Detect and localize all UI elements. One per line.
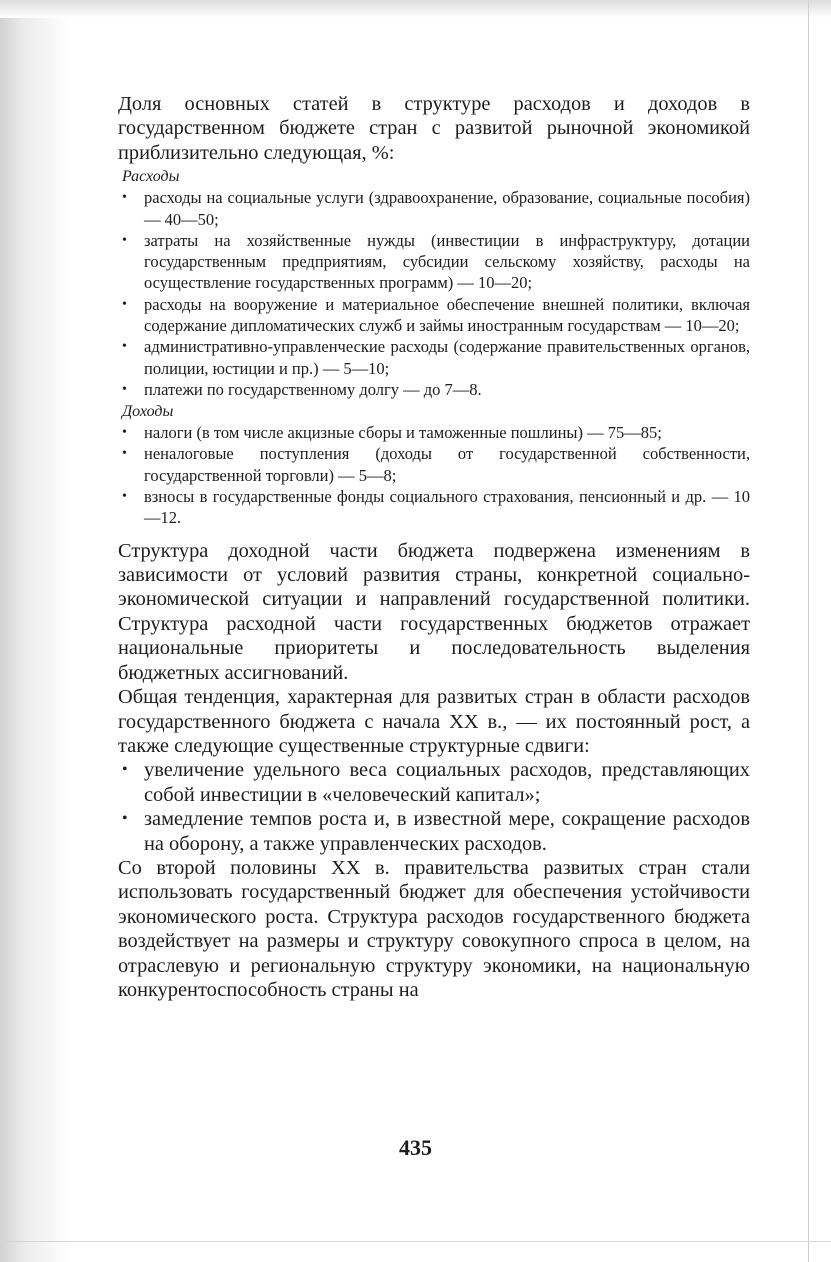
- scan-shadow-left: [0, 0, 70, 1262]
- bullet-icon: •: [122, 489, 127, 505]
- list-item: • административно-управленческие расходы (содержание правительственных органов, полиции, юстиции и пр.) — 5—10;: [122, 337, 750, 378]
- bullet-icon: •: [122, 339, 127, 355]
- list-item: • платежи по государственному долгу — до 7—8.: [122, 379, 482, 399]
- list-item: • расходы на социальные услуги (здравоохранение, образование, социальные пособия) — 40—50;: [122, 188, 750, 229]
- bullet-icon: •: [122, 190, 127, 206]
- expenses-heading: Расходы: [122, 168, 180, 186]
- intro-paragraph: Доля основных статей в структуре расходов и доходов в государственном бюджете стран с развитой рыночной экономикой приблизительно следующая, %:: [118, 93, 750, 164]
- bullet-icon: •: [122, 446, 127, 462]
- revenues-list: [118, 422, 750, 528]
- page-edge-right: [808, 0, 809, 1262]
- page-content: [118, 92, 750, 1002]
- shifts-list: [118, 758, 750, 856]
- page-number: 435: [399, 1135, 432, 1160]
- revenues-heading: Доходы: [122, 403, 174, 421]
- list-item: • налоги (в том числе акцизные сборы и таможенные пошлины) — 75—85;: [122, 423, 662, 443]
- list-item: • увеличение удельного веса социальных расходов, представляющих собой инвестиции в «человеческий капитал»;: [122, 759, 750, 806]
- bullet-icon: •: [122, 810, 128, 828]
- list-item: • расходы на вооружение и материальное обеспечение внешней политики, включая содержание дипломатических служб и займы иностранным государствам — 10—20;: [122, 294, 750, 335]
- expenses-list: [118, 187, 750, 400]
- list-item: • неналоговые поступления (доходы от государственной собственности, государственной торговли) — 5—8;: [122, 444, 750, 485]
- tendency-paragraph: Общая тенденция, характерная для развитых стран в области расходов государственного бюджета с начала XX в., — их постоянный рост, а также следующие существенные структурные сдвиги:: [118, 686, 750, 757]
- bullet-icon: •: [122, 425, 127, 441]
- list-item: • затраты на хозяйственные нужды (инвестиции в инфраструктуру, дотации государственным предприятиям, субсидии сельскому хозяйству, расходы на осуществление государственных программ) — 10—20;: [122, 230, 750, 293]
- bullet-icon: •: [122, 381, 127, 397]
- list-item: • замедление темпов роста и, в известной мере, сокращение расходов на оборону, а также управленческих расходов.: [122, 808, 750, 855]
- bullet-icon: •: [122, 232, 127, 248]
- page-edge-bottom: [0, 1241, 831, 1242]
- structure-paragraph: Структура доходной части бюджета подвержена изменениям в зависимости от условий развития страны, конкретной социально-экономической ситуации и направлений государственной политики. Структура расходной части государственных бюджетов отражает национальные приоритеты и последовательность выделения бюджетных ассигнований.: [118, 539, 750, 684]
- second-half-paragraph: Со второй половины XX в. правительства развитых стран стали использовать государственный бюджет для обеспечения устойчивости экономического роста. Структура расходов государственного бюджета воздействует на размеры и структуру совокупного спроса в целом, на отраслевую и региональную структуру экономики, на национальную конкурентоспособность страны на: [118, 856, 750, 1001]
- bullet-icon: •: [122, 296, 127, 312]
- list-item: • взносы в государственные фонды социального страхования, пенсионный и др. — 10—12.: [122, 487, 750, 528]
- bullet-icon: •: [122, 761, 128, 779]
- scan-shadow-top: [0, 0, 831, 18]
